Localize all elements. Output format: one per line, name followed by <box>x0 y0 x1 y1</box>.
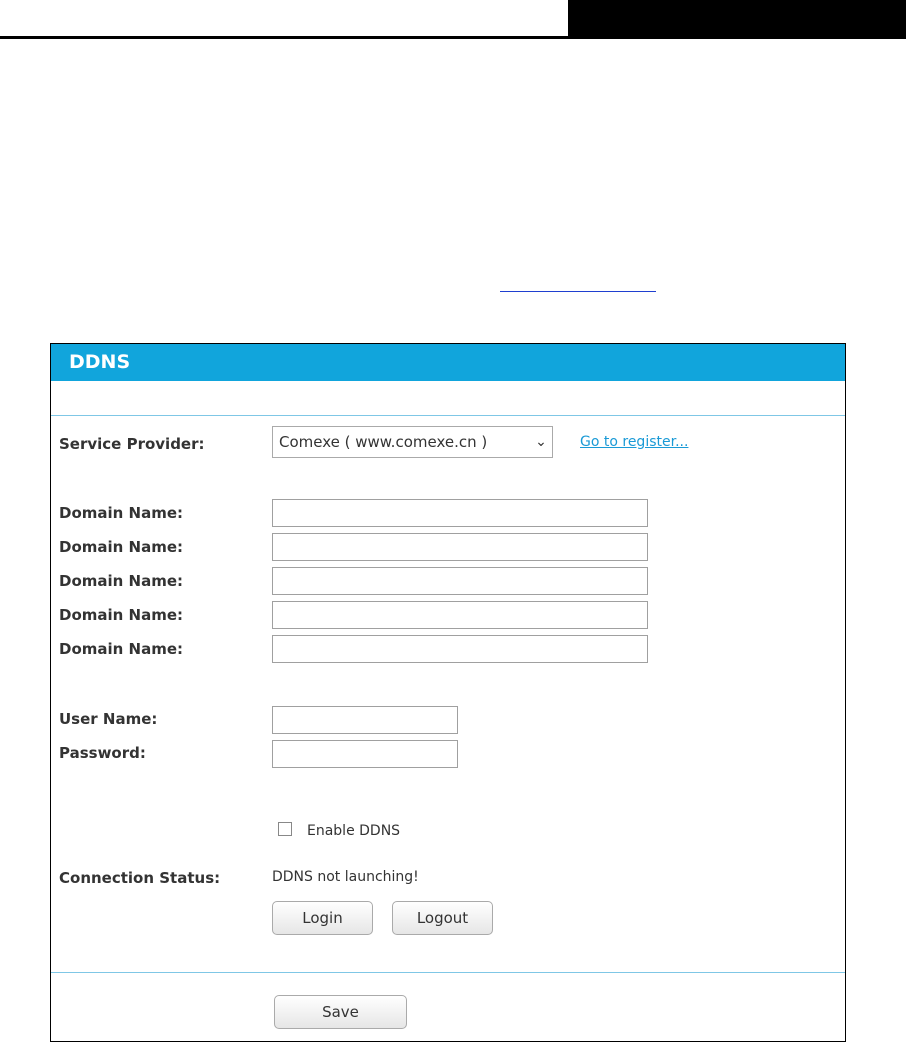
user-name-input[interactable] <box>272 706 458 734</box>
page-top-block <box>568 0 906 39</box>
ddns-panel <box>50 343 846 1042</box>
password-label: Password: <box>59 744 146 762</box>
service-provider-label: Service Provider: <box>59 435 205 453</box>
connection-status-label: Connection Status: <box>59 869 221 887</box>
chevron-down-icon: ⌄ <box>530 427 552 457</box>
domain-name-input-5[interactable] <box>272 635 648 663</box>
login-button[interactable]: Login <box>272 901 373 935</box>
domain-name-label-2: Domain Name: <box>59 538 184 556</box>
enable-ddns-label: Enable DDNS <box>307 823 401 839</box>
domain-name-input-4[interactable] <box>272 601 648 629</box>
logout-button[interactable]: Logout <box>392 901 493 935</box>
domain-name-input-3[interactable] <box>272 567 648 595</box>
page-top-rule <box>0 36 568 39</box>
password-input[interactable] <box>272 740 458 768</box>
domain-name-input-1[interactable] <box>272 499 648 527</box>
connection-status-value: DDNS not launching! <box>272 869 419 885</box>
domain-name-input-2[interactable] <box>272 533 648 561</box>
document-link-underline <box>500 274 656 292</box>
save-button[interactable]: Save <box>274 995 407 1029</box>
panel-title: DDNS <box>51 344 845 381</box>
service-provider-select[interactable] <box>272 426 553 458</box>
domain-name-label-4: Domain Name: <box>59 606 184 624</box>
domain-name-label-5: Domain Name: <box>59 640 184 658</box>
top-divider <box>51 415 845 416</box>
enable-ddns-checkbox[interactable] <box>278 822 292 836</box>
domain-name-label-1: Domain Name: <box>59 504 184 522</box>
user-name-label: User Name: <box>59 710 158 728</box>
domain-name-label-3: Domain Name: <box>59 572 184 590</box>
service-provider-value: Comexe ( www.comexe.cn ) <box>279 433 488 451</box>
go-to-register-link[interactable]: Go to register... <box>580 434 689 450</box>
bottom-divider <box>51 972 845 973</box>
